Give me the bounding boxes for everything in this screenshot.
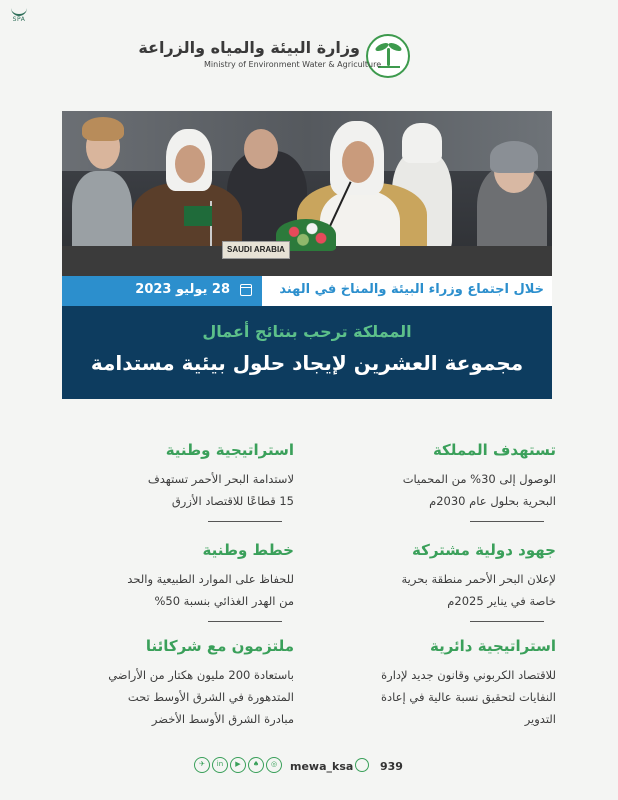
divider xyxy=(470,621,544,622)
country-nameplate: SAUDI ARABIA xyxy=(222,241,290,259)
ministry-emblem-icon xyxy=(366,34,410,78)
block-text xyxy=(324,568,556,612)
block-text-line: لإعلان البحر الأحمر منطقة بحرية xyxy=(401,572,556,586)
block-text xyxy=(324,664,556,730)
block-heading: خطط وطنية xyxy=(202,541,294,559)
spa-logo-text: SPA xyxy=(12,16,26,23)
right-block-2 xyxy=(324,540,556,612)
instagram-icon[interactable]: ◎ xyxy=(266,757,282,773)
block-heading: جهود دولية مشتركة xyxy=(412,541,556,559)
divider xyxy=(470,521,544,522)
twitter-icon[interactable]: ✈ xyxy=(194,757,210,773)
left-block-2 xyxy=(62,540,294,612)
block-text-line: البحرية بحلول عام 2030م xyxy=(429,494,556,508)
left-block-3 xyxy=(62,636,294,730)
block-text xyxy=(62,568,294,612)
block-text-line: 15 قطاعًا للاقتصاد الأزرق xyxy=(171,494,294,508)
block-text-line: للاقتصاد الكربوني وقانون جديد لإدارة xyxy=(381,668,556,682)
headline-title: مجموعة العشرين لإيجاد حلول بيئية مستدامة xyxy=(90,351,524,375)
block-text xyxy=(62,664,294,730)
left-block-1 xyxy=(62,440,294,512)
youtube-icon[interactable]: ▶ xyxy=(230,757,246,773)
date-bar xyxy=(62,276,552,306)
date-text: 28 يوليو 2023 xyxy=(135,282,230,297)
block-text-line: النفايات لتحقيق نسبة عالية في إعادة xyxy=(381,690,556,704)
ministry-header xyxy=(0,34,618,90)
meeting-caption: خلال اجتماع وزراء البيئة والمناخ في الهند xyxy=(279,282,544,297)
block-text-line: من الهدر الغذائي بنسبة 50% xyxy=(154,594,294,608)
snapchat-icon[interactable]: ♠ xyxy=(248,757,264,773)
block-heading: تستهدف المملكة xyxy=(432,441,556,459)
linkedin-icon[interactable]: in xyxy=(212,757,228,773)
block-text-line: التدوير xyxy=(524,712,556,726)
block-text-line: للحفاظ على الموارد الطبيعية والحد xyxy=(127,572,294,586)
headline-box xyxy=(62,306,552,399)
ministry-name-english: Ministry of Environment Water & Agriculture xyxy=(204,60,382,69)
headline-subtitle: المملكة ترحب بنتائج أعمال xyxy=(202,322,412,341)
block-heading: استراتيجية وطنية xyxy=(165,441,294,459)
block-text xyxy=(62,468,294,512)
date-box xyxy=(62,276,262,306)
block-text-line: لاستدامة البحر الأحمر تستهدف xyxy=(147,472,294,486)
block-text-line: خاصة في يناير 2025م xyxy=(447,594,556,608)
block-heading: استراتيجية دائرية xyxy=(429,637,556,655)
ministry-name-arabic: وزارة البيئة والمياه والزراعة xyxy=(138,38,360,57)
block-text-line: المتدهورة في الشرق الأوسط تحت xyxy=(127,690,294,704)
calendar-icon xyxy=(240,284,252,296)
block-text-line: مبادرة الشرق الأوسط الأخضر xyxy=(151,712,294,726)
footer xyxy=(0,756,618,780)
spa-logo xyxy=(8,6,30,23)
block-text xyxy=(324,468,556,512)
social-handle[interactable]: mewa_ksa xyxy=(290,760,354,773)
block-text-line: الوصول إلى 30% من المحميات xyxy=(402,472,556,486)
phone-icon[interactable] xyxy=(355,758,369,772)
block-heading: ملتزمون مع شركائنا xyxy=(145,637,294,655)
block-text-line: باستعادة 200 مليون هكتار من الأراضي xyxy=(108,668,294,682)
divider xyxy=(208,621,282,622)
right-block-1 xyxy=(324,440,556,512)
right-block-3 xyxy=(324,636,556,730)
divider xyxy=(208,521,282,522)
saudi-flag-icon xyxy=(184,206,212,226)
spa-logo-mark xyxy=(11,6,27,16)
meeting-photo xyxy=(62,111,552,276)
phone-number[interactable]: 939 xyxy=(380,760,403,773)
